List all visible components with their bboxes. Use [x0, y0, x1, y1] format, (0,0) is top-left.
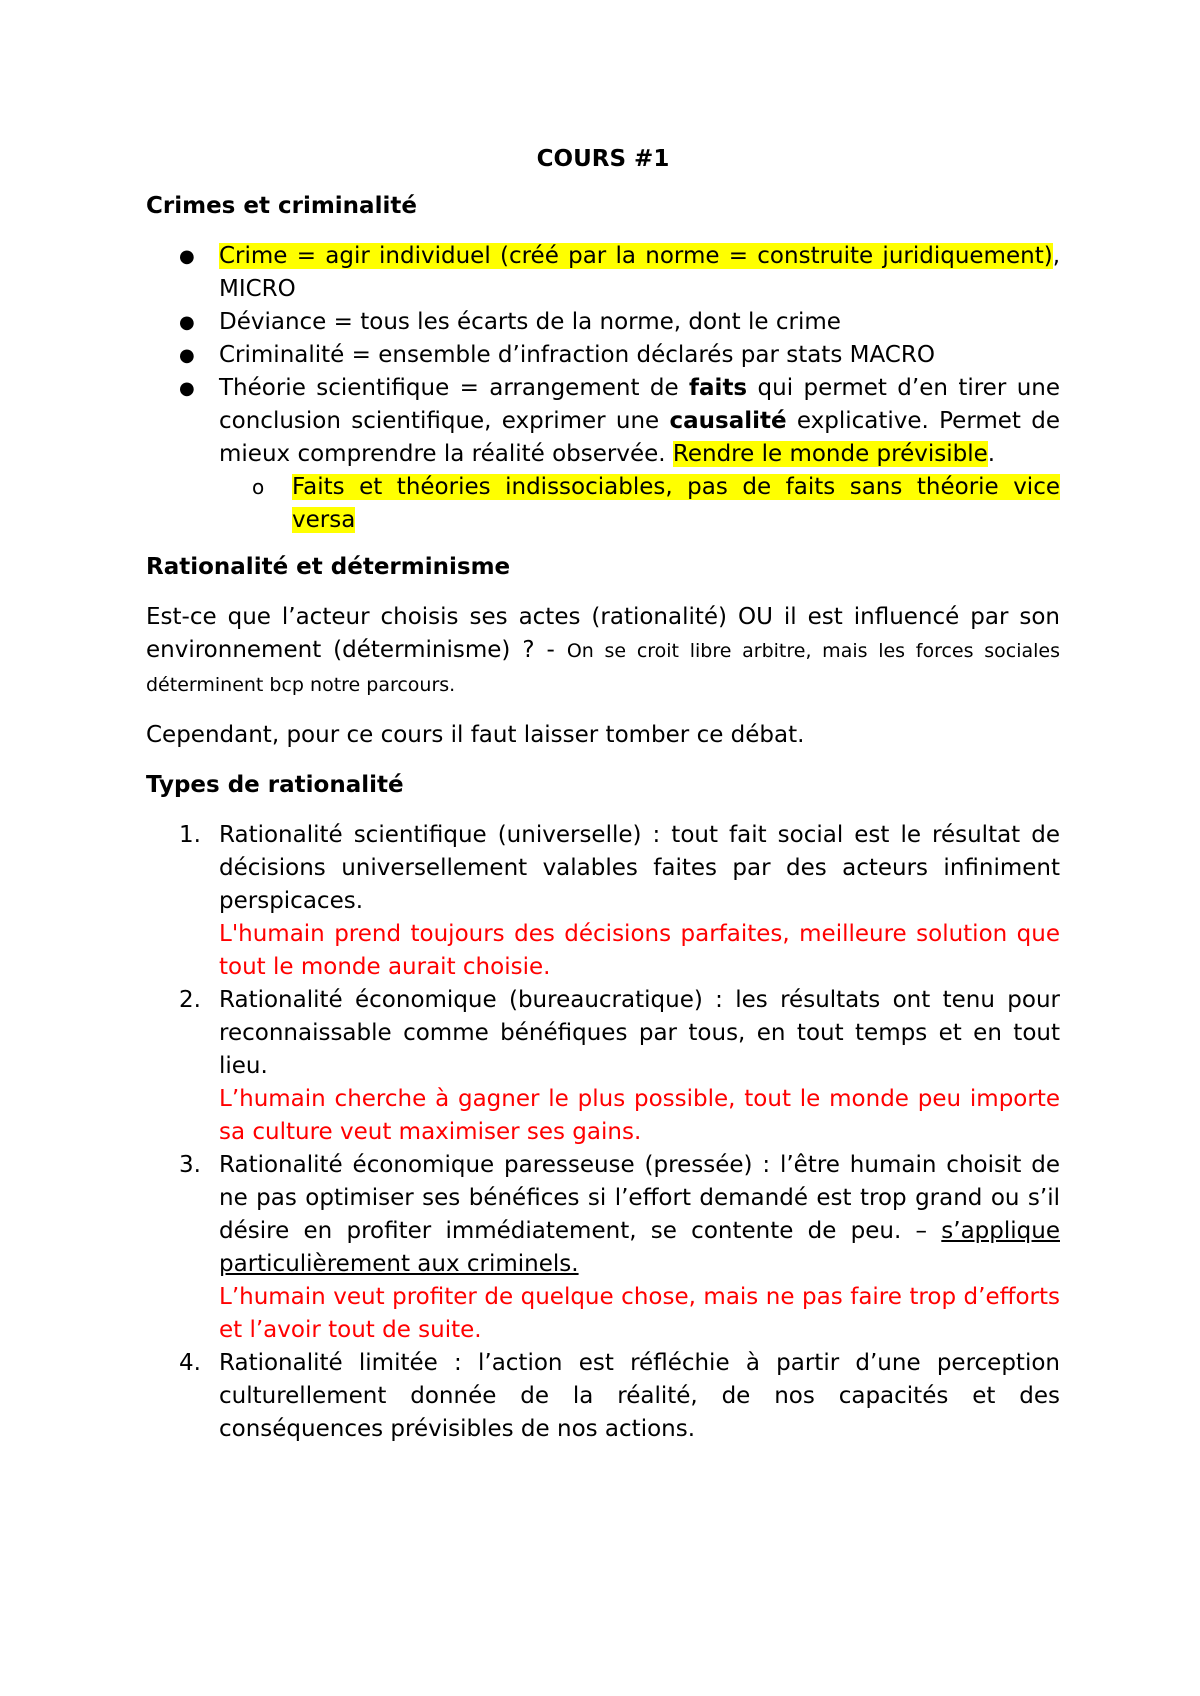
red-note: L’humain cherche à gagner le plus possible, tout le monde peu importe sa culture veut maximiser ses gains.: [219, 1086, 1060, 1145]
item-number: 3.: [179, 1152, 201, 1178]
item-text: Rationalité scientifique (universelle) : tout fait social est le résultat de décisions universellement valables faites par des acteurs infiniment perspicaces.: [219, 822, 1060, 914]
item-number: 4.: [179, 1350, 201, 1376]
list-item-text: .: [987, 441, 996, 467]
list-item: [146, 339, 1060, 372]
item-text: Rationalité économique paresseuse (pressée) : l’être humain choisit de ne pas optimiser ses bénéfices si l’effort demandé est trop grand ou s’il désire en profiter immédiatement, se contente de peu. –: [219, 1152, 1060, 1244]
list-item: [146, 306, 1060, 339]
numbered-item: [146, 1347, 1060, 1446]
list-item-text: Déviance = tous les écarts de la norme, dont le crime: [219, 309, 841, 335]
sub-bullet-list: [219, 471, 1060, 537]
underlined-text: s’applique particulièrement aux criminels.: [219, 1218, 1060, 1277]
hollow-bullet-icon: o: [252, 475, 265, 499]
list-item-text: Théorie scientifique = arrangement de: [219, 375, 690, 401]
highlighted-text: Faits et théories indissociables, pas de faits sans théorie vice versa: [292, 474, 1060, 533]
rationality-types-list: [146, 819, 1060, 1446]
numbered-item: [146, 819, 1060, 984]
section-heading-crimes: Crimes et criminalité: [146, 193, 417, 219]
list-item: [146, 372, 1060, 537]
bullet-icon: ●: [179, 345, 195, 366]
crimes-bullet-list: [146, 240, 1060, 537]
small-remark: On se croit libre arbitre, mais les forces sociales déterminent bcp notre parcours.: [146, 640, 1060, 696]
red-note: L'humain prend toujours des décisions parfaites, meilleure solution que tout le monde aurait choisie.: [219, 921, 1060, 980]
bullet-icon: ●: [179, 312, 195, 333]
bold-term: faits: [689, 375, 748, 401]
list-item-text: qui permet d’en tirer une conclusion scientifique, exprimer une: [219, 375, 1060, 434]
item-text: Rationalité limitée : l’action est réfléchie à partir d’une perception culturellement donnée de la réalité, de nos capacités et des conséquences prévisibles de nos actions.: [219, 1350, 1060, 1442]
list-item: [146, 240, 1060, 306]
highlighted-text: Crime = agir individuel (créé par la norme = construite juridiquement): [219, 243, 1053, 269]
item-number: 2.: [179, 987, 201, 1013]
item-number: 1.: [179, 822, 201, 848]
list-item-text: explicative. Permet de mieux comprendre la réalité observée.: [219, 408, 1060, 467]
bold-term: causalité: [669, 408, 787, 434]
numbered-item: [146, 1149, 1060, 1347]
conclusion-paragraph: Cependant, pour ce cours il faut laisser tomber ce débat.: [146, 722, 805, 748]
highlighted-text: Rendre le monde prévisible: [672, 441, 988, 467]
bullet-icon: ●: [179, 246, 195, 267]
paragraph-text: Est-ce que l’acteur choisis ses actes (rationalité) OU il est influencé par son environnement (déterminisme) ? -: [146, 604, 1060, 663]
numbered-item: [146, 984, 1060, 1149]
section-heading-rationalite-determinisme: Rationalité et déterminisme: [146, 554, 511, 580]
item-text: Rationalité économique (bureaucratique) : les résultats ont tenu pour reconnaissable comme bénéfiques par tous, en tout temps et en tout lieu.: [219, 987, 1060, 1079]
section-heading-types-rationalite: Types de rationalité: [146, 772, 404, 798]
red-note: L’humain veut profiter de quelque chose, mais ne pas faire trop d’efforts et l’avoir tout de suite.: [219, 1284, 1060, 1343]
list-item-text: Criminalité = ensemble d’infraction déclarés par stats MACRO: [219, 342, 935, 368]
sub-list-item: [219, 471, 1060, 537]
page-title: COURS #1: [536, 146, 670, 172]
list-item-text: , MICRO: [219, 243, 1060, 302]
question-paragraph: [146, 601, 1060, 702]
bullet-icon: ●: [179, 378, 195, 399]
